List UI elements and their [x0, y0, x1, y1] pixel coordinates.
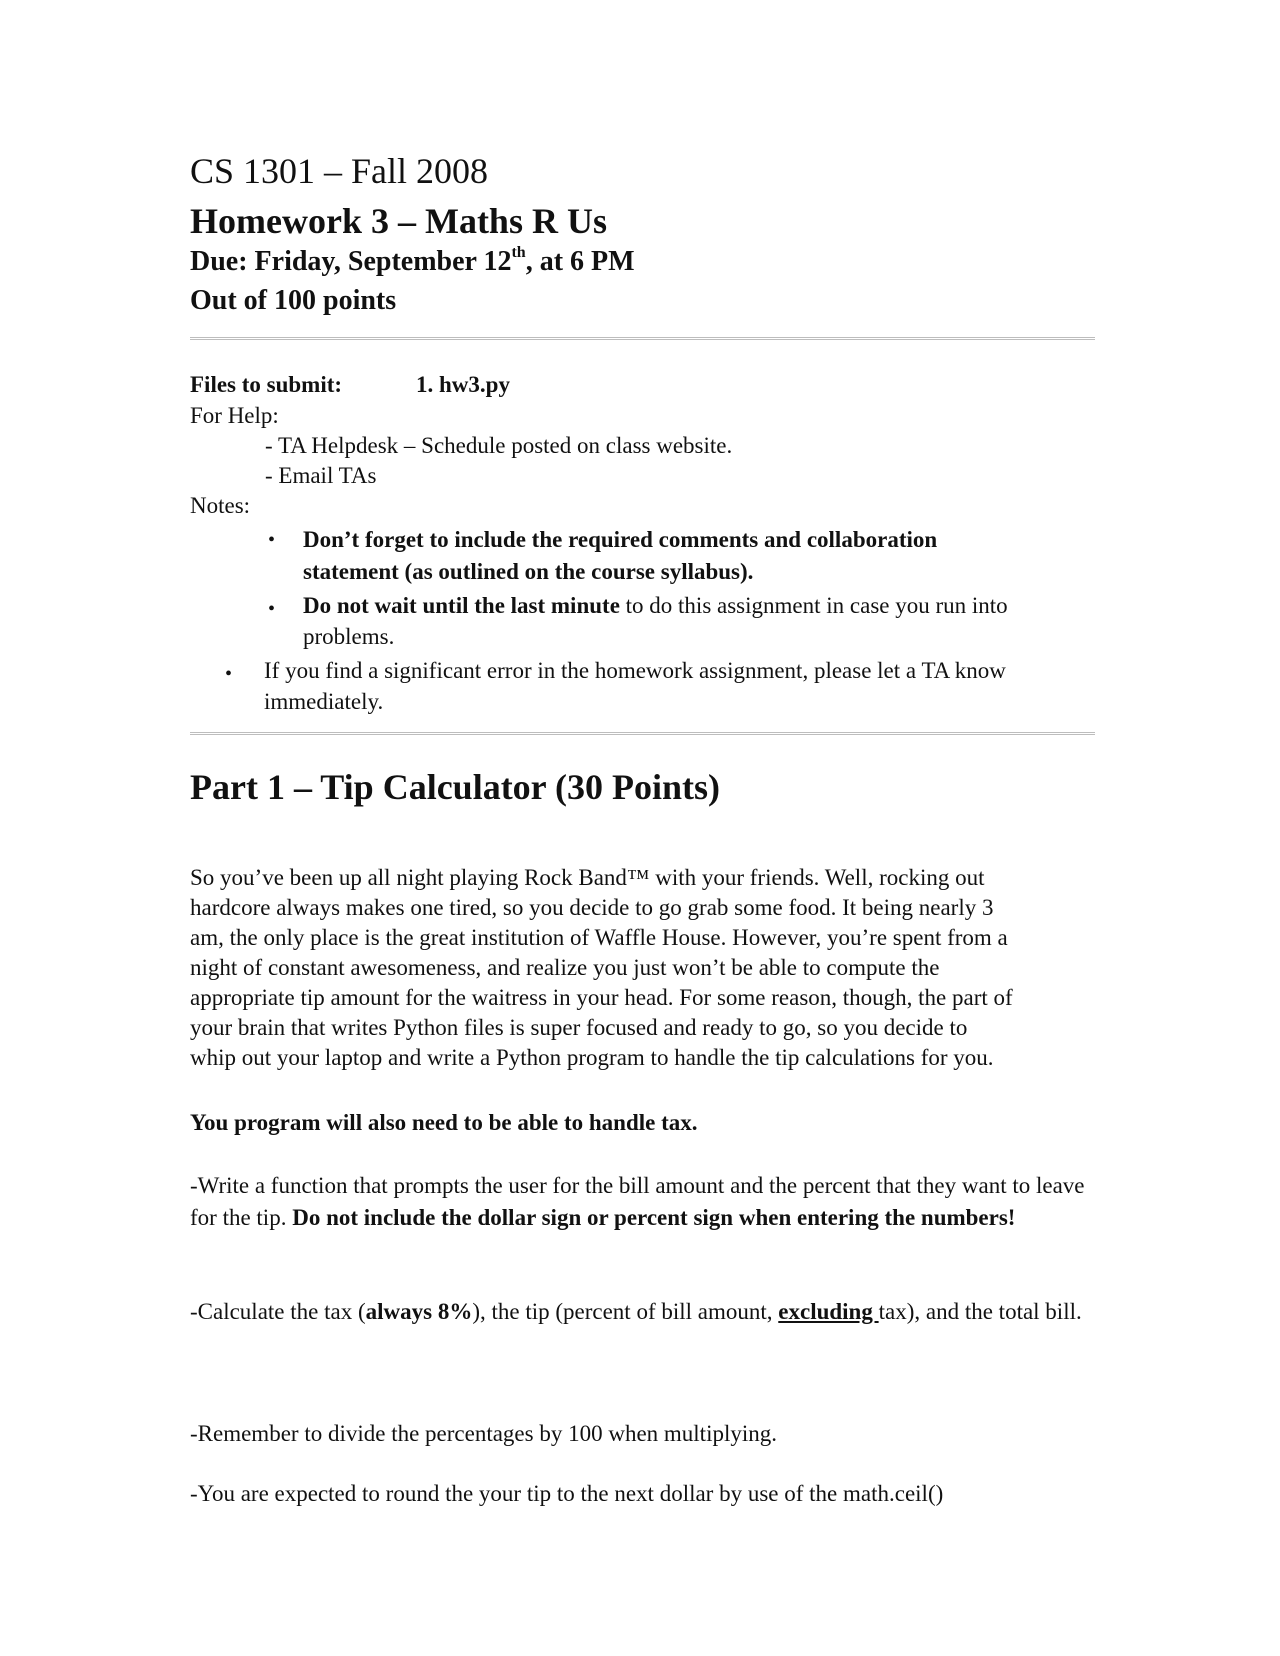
note-2-line-1: Do not wait until the last minute to do this assignment in case you run into: [303, 593, 1008, 618]
note-2-line-2: problems.: [303, 624, 395, 649]
calculate-instruction: -Calculate the tax (always 8%), the tip (percent of bill amount, excluding tax), and the total bill.: [190, 1299, 1082, 1324]
help-item: - TA Helpdesk – Schedule posted on class website.: [265, 433, 733, 458]
course-title: CS 1301 – Fall 2008: [190, 151, 489, 191]
homework-title: Homework 3 – Maths R Us: [190, 201, 607, 241]
help-item: - Email TAs: [265, 463, 377, 488]
divide-instruction: -Remember to divide the percentages by 100 when multiplying.: [190, 1421, 777, 1446]
intro-line: So you’ve been up all night playing Rock Band™ with your friends. Well, rocking out: [190, 865, 985, 890]
files-value: 1. hw3.py: [416, 372, 510, 397]
divider-bottom: [190, 732, 1095, 735]
note-3-line-1: If you find a significant error in the homework assignment, please let a TA know: [264, 658, 1006, 683]
divider-top: [190, 337, 1095, 340]
tax-note: You program will also need to be able to handle tax.: [190, 1110, 698, 1135]
note-3-line-2: immediately.: [264, 689, 384, 714]
intro-line: your brain that writes Python files is super focused and ready to go, so you decide to: [190, 1015, 968, 1040]
part-1-heading: Part 1 – Tip Calculator (30 Points): [190, 767, 720, 807]
note-1-line-2: statement (as outlined on the course syllabus).: [303, 559, 754, 584]
note-1-line-1: Don’t forget to include the required comments and collaboration: [303, 527, 938, 552]
total-points: Out of 100 points: [190, 285, 397, 316]
intro-line: night of constant awesomeness, and realize you just won’t be able to compute the: [190, 955, 940, 980]
intro-paragraph: [190, 863, 1100, 1073]
notes-label: Notes:: [190, 493, 251, 518]
function-instruction: -Write a function that prompts the user for the bill amount and the percent that they want to leave for the tip. Do not include the dollar sign or percent sign when entering the numbers!: [190, 1173, 1085, 1230]
intro-line: hardcore always makes one tired, so you decide to go grab some food. It being nearly 3: [190, 895, 994, 920]
help-label: For Help:: [190, 403, 279, 428]
due-date: Due: Friday, September 12th, at 6 PM: [190, 244, 635, 277]
bullet-icon: •: [268, 529, 276, 551]
intro-line: appropriate tip amount for the waitress in your head. For some reason, though, the part of: [190, 985, 1013, 1010]
intro-line: whip out your laptop and write a Python program to handle the tip calculations for you.: [190, 1045, 994, 1070]
bullet-icon: •: [225, 663, 233, 685]
due-date-superscript: th: [511, 244, 526, 261]
bullet-icon: •: [268, 598, 276, 620]
round-instruction: -You are expected to round the your tip to the next dollar by use of the math.ceil(): [190, 1481, 944, 1506]
intro-line: am, the only place is the great institution of Waffle House. However, you’re spent from a: [190, 925, 1008, 950]
files-label: Files to submit:: [190, 372, 343, 397]
